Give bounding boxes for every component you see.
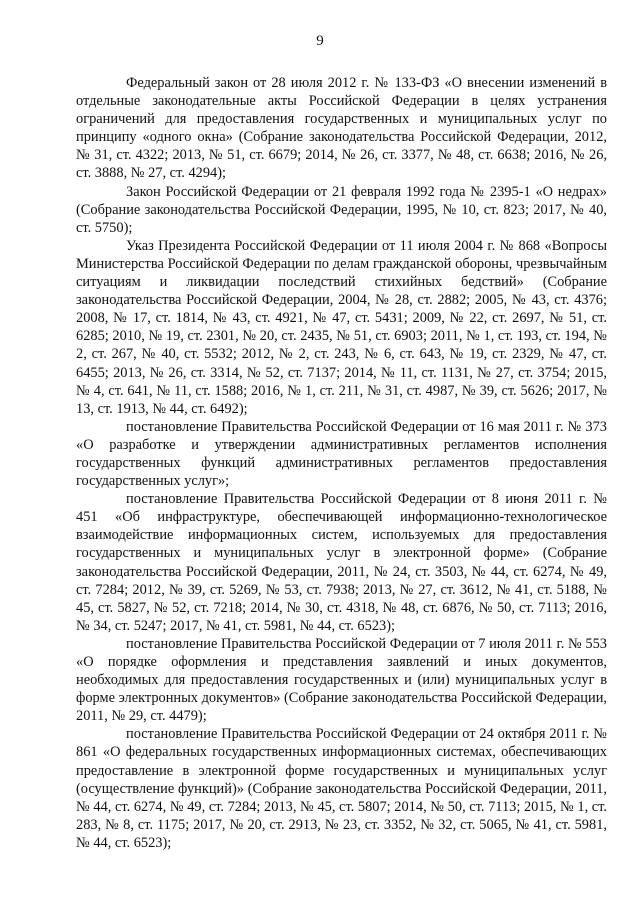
paragraph-resolution-861: постановление Правительства Российской Федерации от 24 октября 2011 г. № 861 «О федеральных государственных информационных системах, обеспечивающих предоставление в электронной форме государственных и муниципальных услуг (осуществление функций)» (Собрание законодательства Российской Федерации, 2011, № 44, ст. 6274, № 49, ст. 7284; 2013, № 45, ст. 5807; 2014, № 50, ст. 7113; 2015, № 1, ст. 283, № 8, ст. 1175; 2017, № 20, ст. 2913, № 23, ст. 3352, № 32, ст. 5065, № 41, ст. 5981, № 44, ст. 6523); [76, 726, 607, 851]
page-number: 9 [316, 33, 324, 49]
paragraph-resolution-373: постановление Правительства Российской Федерации от 16 мая 2011 г. № 373 «О разработке и утверждении административных регламентов исполнения государственных функций административных регламентов предоставления государственных услуг»; [76, 418, 607, 490]
paragraph-resolution-451: постановление Правительства Российской Федерации от 8 июня 2011 г. № 451 «Об инфраструктуре, обеспечивающей информационно-технологическое взаимодействие информационных систем, используемых для предоставления государственных и муниципальных услуг в электронной форме» (Собрание законодательства Российской Федерации, 2011, № 24, ст. 3503, № 44, ст. 6274, № 49, ст. 7284; 2012, № 39, ст. 5269, № 53, ст. 7938; 2013, № 27, ст. 3612, № 41, ст. 5188, № 45, ст. 5827, № 52, ст. 7218; 2014, № 30, ст. 4318, № 48, ст. 6876, № 50, ст. 7113; 2016, № 34, ст. 5247; 2017, № 41, ст. 5981, № 44, ст. 6523); [76, 491, 607, 634]
paragraph-federal-law-133-fz: Федеральный закон от 28 июля 2012 г. № 133-ФЗ «О внесении изменений в отдельные законодательные акты Российской Федерации в целях устранения ограничений для предоставления государственных и муниципальных услуг по принципу «одного окна» (Собрание законодательства Российской Федерации, 2012, № 31, ст. 4322; 2013, № 51, ст. 6679; 2014, № 26, ст. 3377, № 48, ст. 6638; 2016, № 26, ст. 3888, № 27, ст. 4294); [76, 75, 607, 182]
paragraph-law-on-subsoil: Закон Российской Федерации от 21 февраля 1992 года № 2395-1 «О недрах» (Собрание законодательства Российской Федерации, 1995, № 10, ст. 823; 2017, № 40, ст. 5750); [76, 183, 607, 236]
paragraph-resolution-553: постановление Правительства Российской Федерации от 7 июля 2011 г. № 553 «О порядке оформления и представления заявлений и иных документов, необходимых для предоставления государственных и (или) муниципальных услуг в форме электронных документов» (Собрание законодательства Российской Федерации, 2011, № 29, ст. 4479); [76, 635, 607, 725]
paragraph-presidential-decree-868: Указ Президента Российской Федерации от 11 июля 2004 г. № 868 «Вопросы Министерства Российской Федерации по делам гражданской обороны, чрезвычайным ситуациям и ликвидации последствий стихийных бедствий» (Собрание законодательства Российской Федерации, 2004, № 28, ст. 2882; 2005, № 43, ст. 4376; 2008, № 17, ст. 1814, № 43, ст. 4921, № 47, ст. 5431; 2009, № 22, ст. 2697, № 51, ст. 6285; 2010, № 19, ст. 2301, № 20, ст. 2435, № 51, ст. 6903; 2011, № 1, ст. 193, ст. 194, № 2, ст. 267, № 40, ст. 5532; 2012, № 2, ст. 243, № 6, ст. 643, № 19, ст. 2329, № 47, ст. 6455; 2013, № 26, ст. 3314, № 52, ст. 7137; 2014, № 11, ст. 1131, № 27, ст. 3754; 2015, № 4, ст. 641, № 11, ст. 1588; 2016, № 1, ст. 211, № 31, ст. 4987, № 39, ст. 5626; 2017, № 13, ст. 1913, № 44, ст. 6492); [76, 237, 607, 417]
document-body [76, 74, 607, 852]
